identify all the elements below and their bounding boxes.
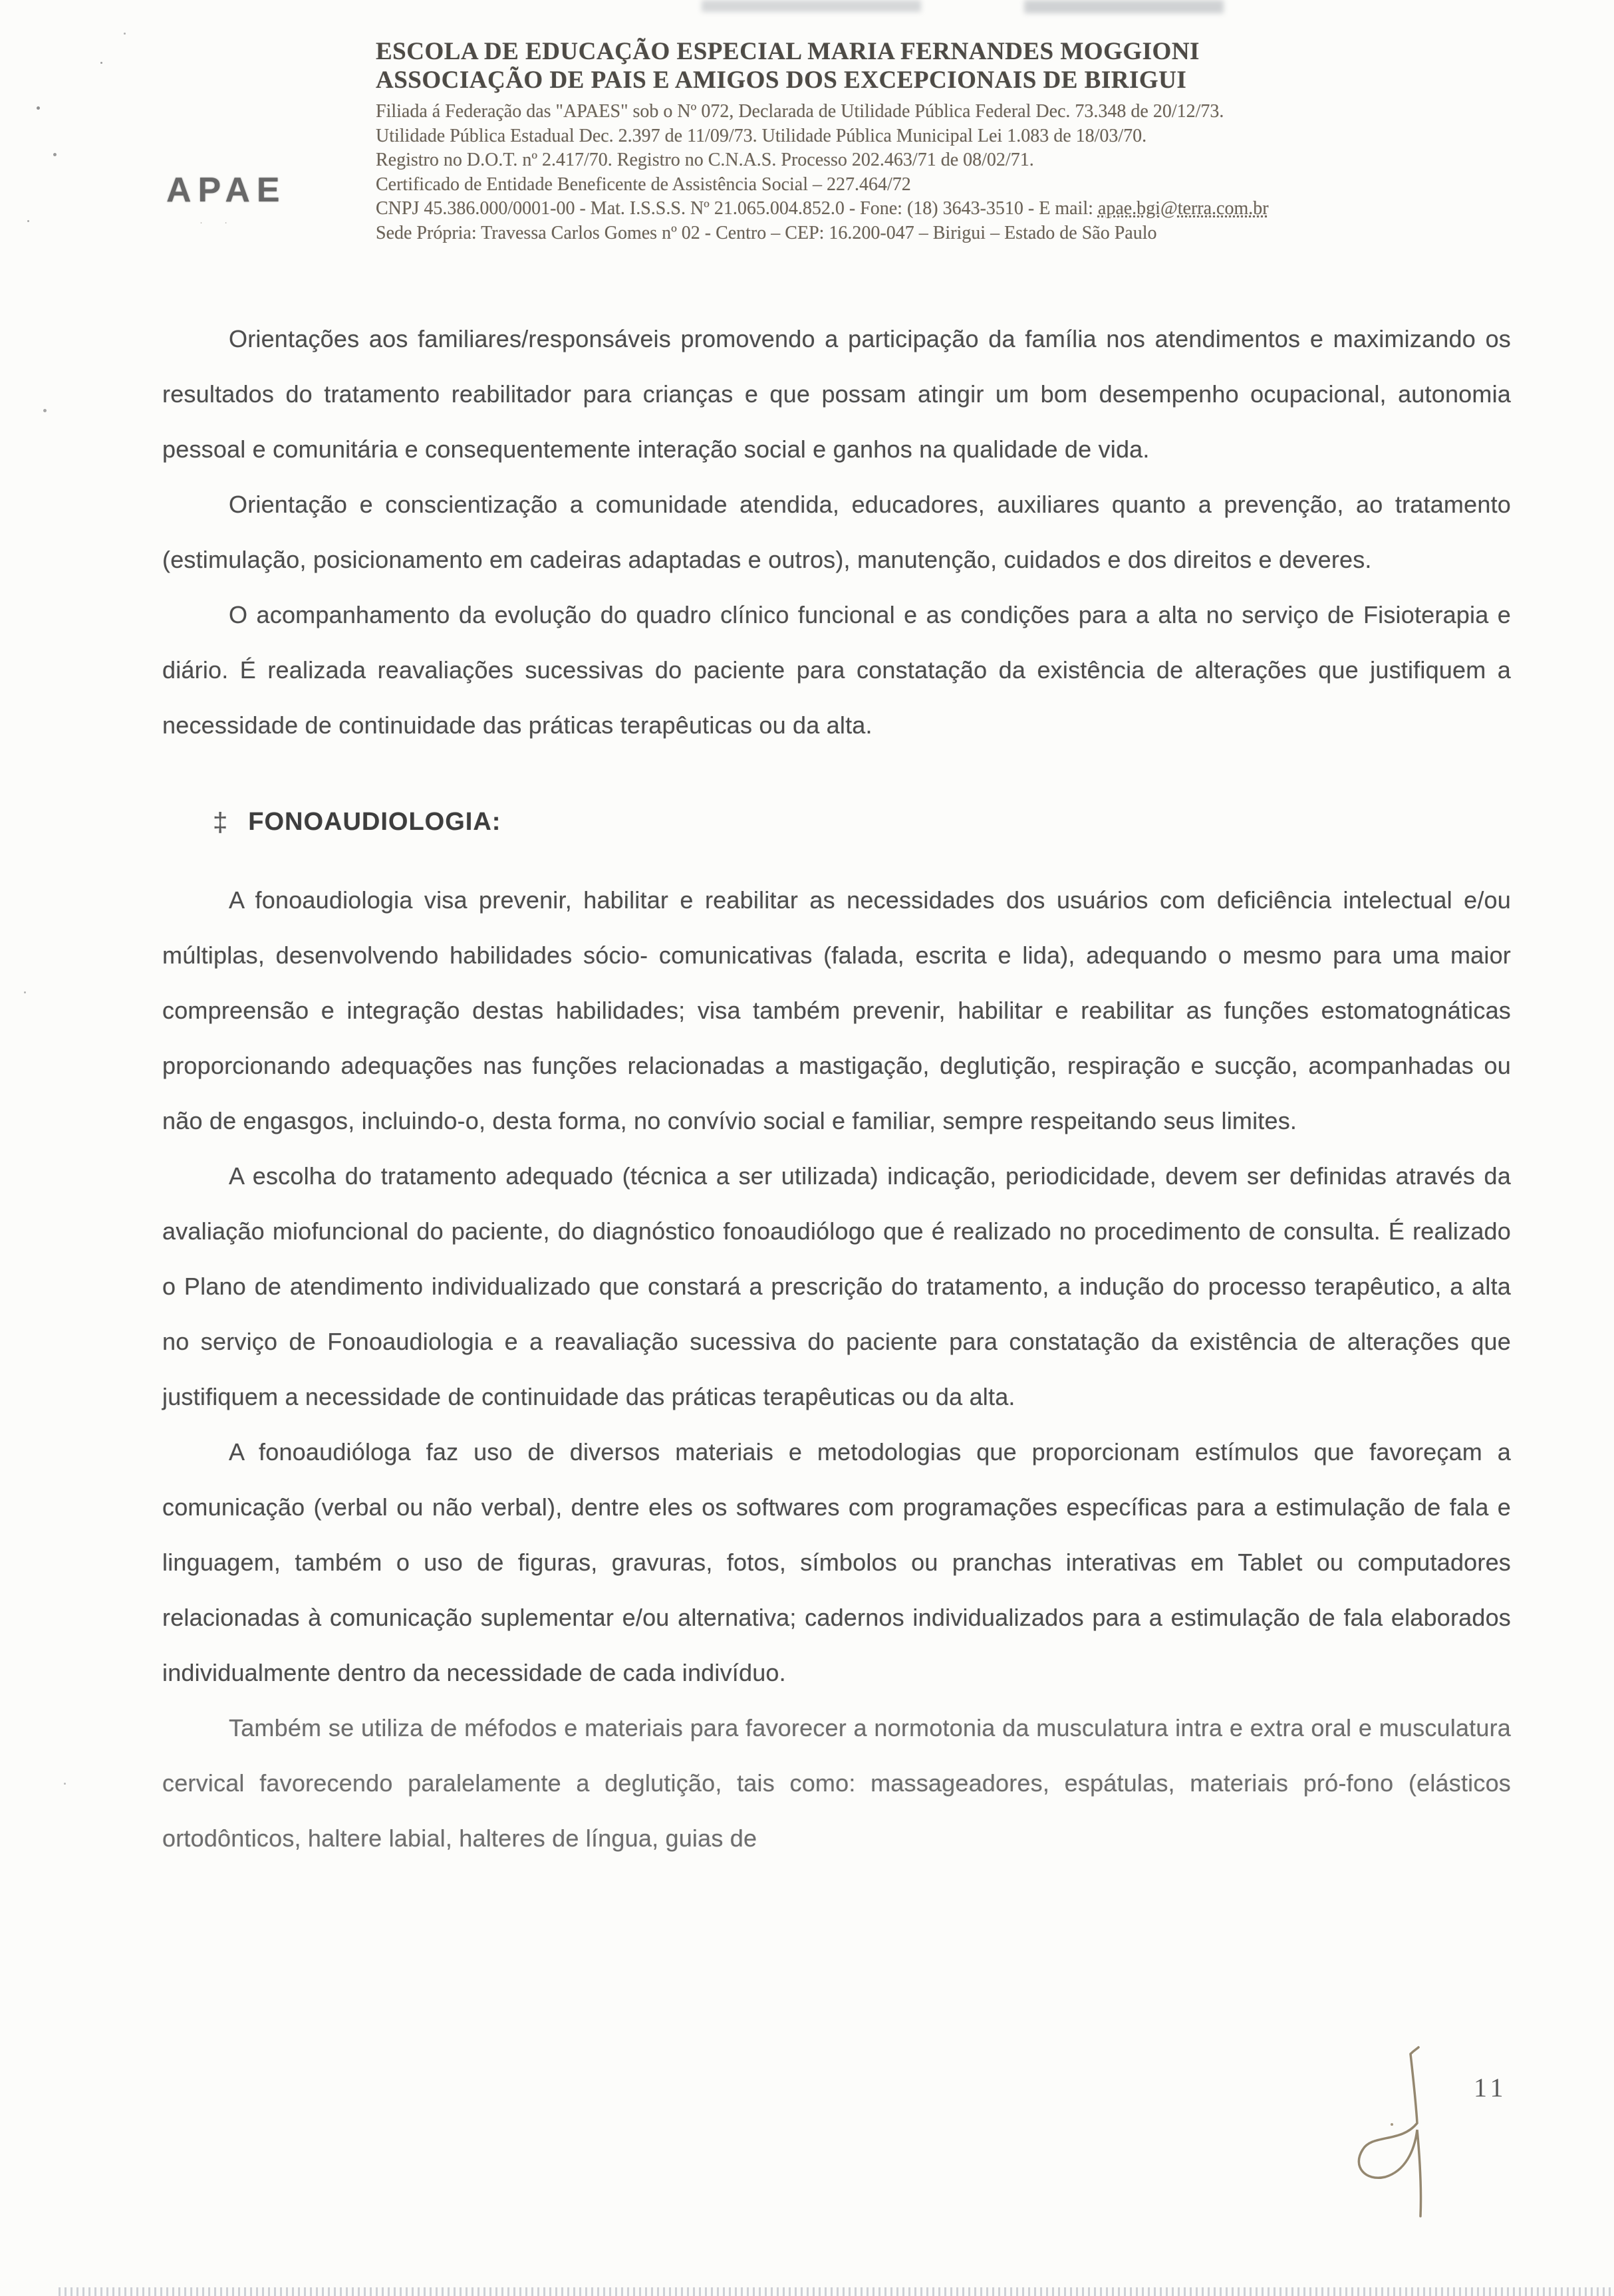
paragraph-escolha-tratamento: A escolha do tratamento adequado (técnica a ser utilizada) indicação, periodicidade, devem ser definidas através da avaliação miofuncional do paciente, do diagnóstico fonoaudiólogo que é realizado no procedimento de consulta. É realizado o Plano de atendimento individualizado que constará a prescrição do tratamento, a indução do processo terapêutico, a alta no serviço de Fonoaudiologia e a reavaliação sucessiva do paciente para constatação da existência de alterações que justifiquem a necessidade de continuidade das práticas terapêuticas ou da alta. <box>162 1162 1511 1410</box>
paragraph-orientacao-comunidade: Orientação e conscientização a comunidade atendida, educadores, auxiliares quanto a prevenção, ao tratamento (estimulação, posicionamento em cadeiras adaptadas e outros), manutenção, cuidados e dos direitos e deveres. <box>162 491 1511 573</box>
association-name: ASSOCIAÇÃO DE PAIS E AMIGOS DOS EXCEPCIONAIS DE BIRIGUI <box>376 66 1187 94</box>
scan-edge-artifact <box>59 2287 1614 2296</box>
section-heading-label: FONOAUDIOLOGIA: <box>248 808 501 836</box>
detail-address: Sede Própria: Travessa Carlos Gomes nº 02 - Centro – CEP: 16.200-047 – Birigui – Estado de São Paulo <box>376 222 1157 243</box>
section-heading-fonoaudiologia <box>213 794 1511 850</box>
scan-smudge <box>702 0 921 12</box>
detail-certificado: Certificado de Entidade Beneficente de Assistência Social – 227.464/72 <box>376 174 911 195</box>
paragraph-acompanhamento: O acompanhamento da evolução do quadro clínico funcional e as condições para a alta no serviço de Fisioterapia e diário. É realizada reavaliações sucessivas do paciente para constatação da existência de alterações que justifiquem a necessidade de continuidade das práticas terapêuticas ou da alta. <box>162 601 1511 739</box>
paragraph-metodos-materiais: Também se utiliza de méfodos e materiais para favorecer a normotonia da musculatura intra e extra oral e musculatura cervical favorecendo paralelamente a deglutição, tais como: massageadores, espátulas, materiais pró-fono (elásticos ortodônticos, haltere labial, halteres de língua, guias de <box>162 1714 1511 1852</box>
paragraph-orientacoes-familiares: Orientações aos familiares/responsáveis promovendo a participação da família nos atendimentos e maximizando os resultados do tratamento reabilitador para crianças e que possam atingir um bom desempenho ocupacional, autonomia pessoal e comunitária e consequentemente interação social e ganhos na qualidade de vida. <box>162 325 1511 463</box>
letterhead-details <box>376 100 1493 245</box>
apae-logo-subtext: · · <box>200 217 237 228</box>
apae-logo: APAE <box>166 171 287 209</box>
signature-mark <box>1333 2045 1486 2224</box>
paragraph-materiais-metodologias: A fonoaudióloga faz uso de diversos materiais e metodologias que proporcionam estímulos que favoreçam a comunicação (verbal ou não verbal), dentre eles os softwares com programações específicas para a estimulação de fala e linguagem, também o uso de figuras, gravuras, fotos, símbolos ou pranchas interativas em Tablet ou computadores relacionadas à comunicação suplementar e/ou alternativa; cadernos individualizados para a estimulação de fala elaborados individualmente dentro da necessidade de cada indivíduo. <box>162 1438 1511 1686</box>
scan-smudge <box>1024 0 1224 13</box>
email-text: apae.bgi@terra.com.br <box>1097 198 1269 219</box>
document-body <box>162 311 1511 1866</box>
page-number: 11 <box>1474 2073 1508 2103</box>
school-name: ESCOLA DE EDUCAÇÃO ESPECIAL MARIA FERNANDES MOGGIONI <box>376 38 1200 65</box>
list-bullet-icon: ‡ <box>213 808 229 837</box>
paragraph-fonoaudiologia-intro: A fonoaudiologia visa prevenir, habilitar e reabilitar as necessidades dos usuários com deficiência intelectual e/ou múltiplas, desenvolvendo habilidades sócio- comunicativas (falada, escrita e lida), adequando o mesmo para uma maior compreensão e integração destas habilidades; visa também prevenir, habilitar e reabilitar as funções estomatognáticas proporcionando adequações nas funções relacionadas a mastigação, deglutição, respiração e sucção, acompanhadas ou não de engasgos, incluindo-o, desta forma, no convívio social e familiar, sempre respeitando seus limites. <box>162 886 1511 1134</box>
letterhead <box>376 37 1493 245</box>
scan-specks <box>37 106 40 110</box>
detail-federation: Filiada á Federação das "APAES" sob o Nº 072, Declarada de Utilidade Pública Federal Dec. 73.348 de 20/12/73. <box>376 101 1224 122</box>
detail-registro: Registro no D.O.T. nº 2.417/70. Registro no C.N.A.S. Processo 202.463/71 de 08/02/71. <box>376 150 1034 170</box>
detail-cnpj <box>376 197 1493 221</box>
cnpj-text: CNPJ 45.386.000/0001-00 - Mat. I.S.S.S. Nº 21.065.004.852.0 - Fone: (18) 3643-3510 - E mail: <box>376 198 1098 219</box>
detail-utilidade: Utilidade Pública Estadual Dec. 2.397 de 11/09/73. Utilidade Pública Municipal Lei 1.083 de 18/03/70. <box>376 125 1147 146</box>
